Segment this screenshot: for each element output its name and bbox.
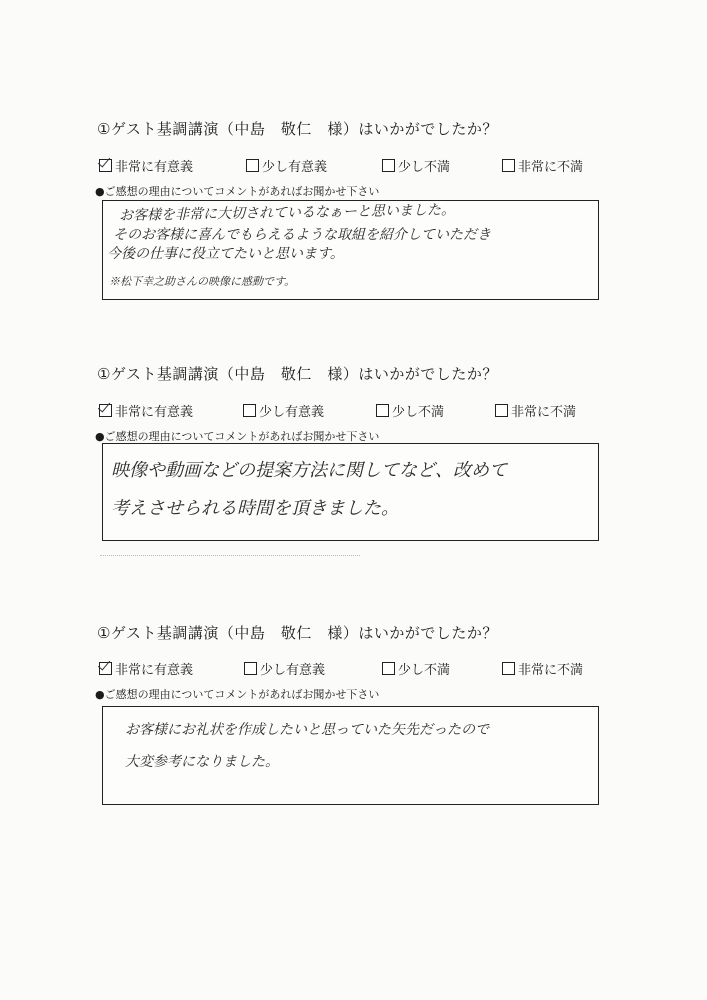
checkbox[interactable] bbox=[502, 159, 515, 172]
option-very-meaningful[interactable] bbox=[99, 401, 193, 420]
option-very-dissatisfied[interactable] bbox=[502, 659, 583, 678]
option-very-meaningful[interactable] bbox=[99, 659, 193, 678]
checkbox[interactable] bbox=[382, 159, 395, 172]
comment-line: お客様にお礼状を作成したいと思っていた矢先だったので bbox=[125, 722, 489, 738]
option-label: 非常に不満 bbox=[518, 663, 584, 678]
option-somewhat-dissatisfied[interactable] bbox=[382, 156, 450, 175]
option-very-dissatisfied[interactable] bbox=[495, 401, 576, 420]
checkbox[interactable] bbox=[246, 159, 259, 172]
option-somewhat-meaningful[interactable] bbox=[246, 156, 327, 175]
option-label: 少し不満 bbox=[398, 663, 451, 678]
option-label: 非常に有意義 bbox=[115, 160, 194, 175]
option-somewhat-dissatisfied[interactable] bbox=[382, 659, 450, 678]
comment-line: 考えさせられる時間を頂きました。 bbox=[111, 498, 399, 519]
checkbox[interactable] bbox=[495, 404, 508, 417]
option-label: 非常に不満 bbox=[511, 405, 577, 420]
comment-box bbox=[102, 706, 599, 805]
checkbox-checked[interactable] bbox=[99, 159, 112, 172]
option-label: 非常に有意義 bbox=[115, 405, 194, 420]
comment-instruction: ●ご感想の理由についてコメントがあればお聞かせ下さい bbox=[95, 185, 380, 198]
option-label: 非常に有意義 bbox=[115, 663, 194, 678]
comment-line: 今後の仕事に役立てたいと思います。 bbox=[107, 246, 344, 262]
option-label: 少し有意義 bbox=[260, 663, 326, 678]
question-title: ①ゲスト基調講演（中島 敬仁 様）はいかがでしたか？ bbox=[97, 120, 498, 138]
question-title: ①ゲスト基調講演（中島 敬仁 様）はいかがでしたか？ bbox=[97, 624, 498, 642]
checkbox[interactable] bbox=[376, 404, 389, 417]
comment-line: そのお客様に喜んでもらえるような取組を紹介していただき bbox=[113, 227, 491, 243]
comment-line: ※松下幸之助さんの映像に感動です。 bbox=[109, 275, 296, 288]
comment-line: お客様を非常に大切されているなぁーと思いました。 bbox=[118, 202, 456, 224]
comment-instruction: ●ご感想の理由についてコメントがあればお聞かせ下さい bbox=[95, 688, 380, 701]
checkbox[interactable] bbox=[244, 662, 257, 675]
scan-artifact bbox=[100, 555, 360, 560]
option-somewhat-dissatisfied[interactable] bbox=[376, 401, 444, 420]
option-somewhat-meaningful[interactable] bbox=[243, 401, 324, 420]
checkbox[interactable] bbox=[243, 404, 256, 417]
checkbox-checked[interactable] bbox=[99, 662, 112, 675]
checkbox-checked[interactable] bbox=[99, 404, 112, 417]
option-very-dissatisfied[interactable] bbox=[502, 156, 583, 175]
option-label: 非常に不満 bbox=[518, 160, 584, 175]
question-title: ①ゲスト基調講演（中島 敬仁 様）はいかがでしたか？ bbox=[97, 365, 498, 383]
comment-line: 映像や動画などの提案方法に関してなど、改めて bbox=[111, 460, 507, 481]
checkbox[interactable] bbox=[382, 662, 395, 675]
option-very-meaningful[interactable] bbox=[99, 156, 193, 175]
option-somewhat-meaningful[interactable] bbox=[244, 659, 325, 678]
option-label: 少し有意義 bbox=[259, 405, 325, 420]
comment-box bbox=[102, 443, 599, 541]
option-label: 少し不満 bbox=[392, 405, 445, 420]
option-label: 少し有意義 bbox=[262, 160, 328, 175]
comment-instruction: ●ご感想の理由についてコメントがあればお聞かせ下さい bbox=[95, 430, 380, 443]
comment-box bbox=[102, 200, 599, 300]
checkbox[interactable] bbox=[502, 662, 515, 675]
option-label: 少し不満 bbox=[398, 160, 451, 175]
comment-line: 大変参考になりました。 bbox=[125, 754, 279, 770]
